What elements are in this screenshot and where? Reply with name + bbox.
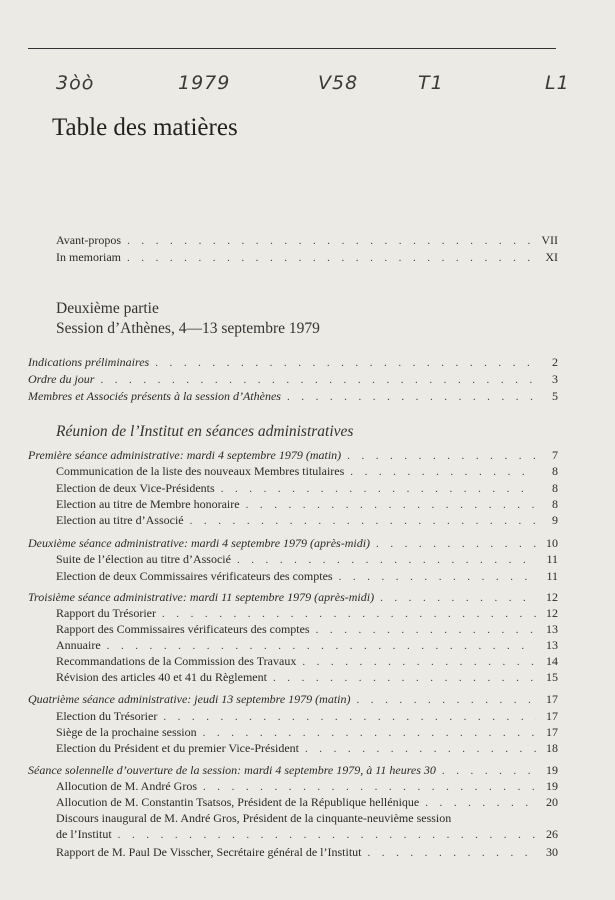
dot-leader xyxy=(107,639,536,653)
toc-entry xyxy=(56,606,558,621)
toc-entry xyxy=(56,481,558,496)
toc-entry-label: Election du Président et du premier Vice-Président xyxy=(56,741,299,755)
dot-leader xyxy=(162,607,536,621)
toc-entry-page: 8 xyxy=(552,464,558,478)
toc-entry-label: Première séance administrative: mardi 4 septembre 1979 (matin) xyxy=(28,448,342,462)
dot-leader xyxy=(380,591,536,605)
handwritten-mark-1: 3ὸὸ xyxy=(56,72,95,94)
toc-entry xyxy=(56,670,558,685)
toc-entry xyxy=(56,464,558,479)
toc-entry-seance-2 xyxy=(28,536,558,551)
dot-leader xyxy=(302,655,536,669)
toc-entry xyxy=(56,779,558,794)
toc-entry-label: Membres et Associés présents à la session d’Athènes xyxy=(28,389,281,403)
toc-entry-page: 17 xyxy=(546,725,558,739)
dot-leader xyxy=(305,742,536,756)
dot-leader xyxy=(190,514,536,528)
dot-leader xyxy=(376,537,536,551)
toc-entry-label: Communication de la liste des nouveaux Membres titulaires xyxy=(56,464,345,478)
toc-entry xyxy=(56,569,558,584)
toc-entry-page: 9 xyxy=(552,513,558,527)
toc-entry-label: Avant-propos xyxy=(56,233,122,247)
toc-entry-label: Annuaire xyxy=(56,638,101,652)
handwritten-marks xyxy=(0,72,615,104)
dot-leader xyxy=(350,465,536,479)
dot-leader xyxy=(127,251,536,265)
toc-entry xyxy=(56,725,558,740)
handwritten-mark-5: L1 xyxy=(545,72,570,94)
dot-leader xyxy=(221,482,536,496)
dot-leader xyxy=(237,553,536,567)
toc-entry-page: 18 xyxy=(546,741,558,755)
toc-entry-front-1 xyxy=(56,233,558,248)
dot-leader xyxy=(425,796,536,810)
toc-entry xyxy=(56,622,558,637)
toc-entry xyxy=(56,795,558,810)
toc-entry-page: 14 xyxy=(546,654,558,668)
toc-entry-page: 12 xyxy=(546,590,558,604)
handwritten-mark-4: T1 xyxy=(418,72,444,94)
toc-entry-label: Recommandations de la Commission des Travaux xyxy=(56,654,297,668)
dot-leader xyxy=(246,498,536,512)
toc-entry-label: Troisième séance administrative: mardi 11 septembre 1979 (après-midi) xyxy=(28,590,375,604)
dot-leader xyxy=(118,828,536,842)
toc-entry-label: Election au titre de Membre honoraire xyxy=(56,497,240,511)
toc-entry-label: Ordre du jour xyxy=(28,372,95,386)
toc-entry-front-2 xyxy=(56,250,558,265)
toc-entry-page: 19 xyxy=(546,763,558,777)
toc-entry-page: 8 xyxy=(552,497,558,511)
dot-leader xyxy=(127,234,536,248)
toc-entry-page: 13 xyxy=(546,638,558,652)
toc-entry-label: Election de deux Commissaires vérificateurs des comptes xyxy=(56,569,333,583)
toc-entry xyxy=(56,513,558,528)
toc-entry-label: Rapport du Trésorier xyxy=(56,606,156,620)
toc-entry xyxy=(56,827,558,842)
toc-entry-label: Indications préliminaires xyxy=(28,355,150,369)
toc-entry-page: 17 xyxy=(546,709,558,723)
toc-entry-label: Election au titre d’Associé xyxy=(56,513,184,527)
toc-entry-seance-1 xyxy=(28,448,558,463)
dot-leader xyxy=(203,726,536,740)
dot-leader xyxy=(287,390,536,404)
toc-entry-label: Quatrième séance administrative: jeudi 13 septembre 1979 (matin) xyxy=(28,692,351,706)
toc-entry-seance-solennelle xyxy=(28,763,558,778)
toc-entry-label: Suite de l’élection au titre d’Associé xyxy=(56,552,231,566)
toc-entry xyxy=(56,552,558,567)
part-heading: Deuxième partie xyxy=(56,300,159,317)
toc-entry-label: Election du Trésorier xyxy=(56,709,158,723)
toc-entry-page: 7 xyxy=(552,448,558,462)
page-title: Table des matières xyxy=(52,114,238,141)
toc-entry-page: 11 xyxy=(546,569,558,583)
handwritten-mark-2: 1979 xyxy=(178,72,231,94)
toc-entry-label: Election de deux Vice-Présidents xyxy=(56,481,215,495)
toc-entry-page: 12 xyxy=(546,606,558,620)
dot-leader xyxy=(357,693,537,707)
toc-entry-prelim-1 xyxy=(28,355,558,370)
dot-leader xyxy=(203,780,536,794)
toc-entry-label: Allocution de M. André Gros xyxy=(56,779,197,793)
dot-leader xyxy=(347,449,536,463)
dot-leader xyxy=(339,570,536,584)
toc-entry xyxy=(56,845,558,860)
dot-leader xyxy=(442,764,536,778)
toc-entry-page: 5 xyxy=(552,389,558,403)
dot-leader xyxy=(316,623,536,637)
toc-entry-label: Rapport de M. Paul De Visscher, Secrétaire général de l’Institut xyxy=(56,845,362,859)
toc-entry-seance-4 xyxy=(28,692,558,707)
dot-leader xyxy=(273,671,536,685)
toc-entry-label: de l’Institut xyxy=(56,827,112,841)
toc-entry-page: VII xyxy=(541,233,558,247)
toc-entry-page: 13 xyxy=(546,622,558,636)
toc-entry-page: 11 xyxy=(546,552,558,566)
toc-entry-label: Siège de la prochaine session xyxy=(56,725,197,739)
toc-entry-label: Rapport des Commissaires vérificateurs des comptes xyxy=(56,622,310,636)
toc-entry xyxy=(56,497,558,512)
toc-entry-label: Révision des articles 40 et 41 du Règlement xyxy=(56,670,267,684)
dot-leader xyxy=(367,846,536,860)
toc-entry-prelim-2 xyxy=(28,372,558,387)
dot-leader xyxy=(100,373,536,387)
toc-entry xyxy=(56,654,558,669)
toc-entry-seance-3 xyxy=(28,590,558,605)
toc-entry-page: 3 xyxy=(552,372,558,386)
toc-entry-label: Deuxième séance administrative: mardi 4 septembre 1979 (après-midi) xyxy=(28,536,371,550)
toc-entry-page: 17 xyxy=(546,692,558,706)
toc-entry-page: 15 xyxy=(546,670,558,684)
toc-entry-page: 2 xyxy=(552,355,558,369)
toc-entry xyxy=(56,811,558,826)
toc-entry-page: 8 xyxy=(552,481,558,495)
toc-entry-page: XI xyxy=(545,250,558,264)
toc-entry-label: Discours inaugural de M. André Gros, Président de la cinquante-neuvième session xyxy=(56,811,452,825)
toc-entry-page: 30 xyxy=(546,845,558,859)
toc-entry xyxy=(56,709,558,724)
toc-entry-label: Séance solennelle d’ouverture de la session: mardi 4 septembre 1979, à 11 heures 30 xyxy=(28,763,436,777)
toc-entry-prelim-3 xyxy=(28,389,558,404)
dot-leader xyxy=(163,710,536,724)
handwritten-mark-3: V58 xyxy=(318,72,359,94)
part-subheading: Session d’Athènes, 4—13 septembre 1979 xyxy=(56,320,320,337)
toc-entry-page: 19 xyxy=(546,779,558,793)
toc-entry-page: 20 xyxy=(546,795,558,809)
toc-entry xyxy=(56,638,558,653)
toc-entry-page: 26 xyxy=(546,827,558,841)
toc-entry-label: Allocution de M. Constantin Tsatsos, Président de la République hellénique xyxy=(56,795,420,809)
toc-entry-label: In memoriam xyxy=(56,250,121,264)
dot-leader xyxy=(155,356,536,370)
top-rule xyxy=(28,48,556,49)
toc-entry-page: 10 xyxy=(546,536,558,550)
toc-entry xyxy=(56,741,558,756)
section-heading: Réunion de l’Institut en séances administratives xyxy=(56,423,354,440)
